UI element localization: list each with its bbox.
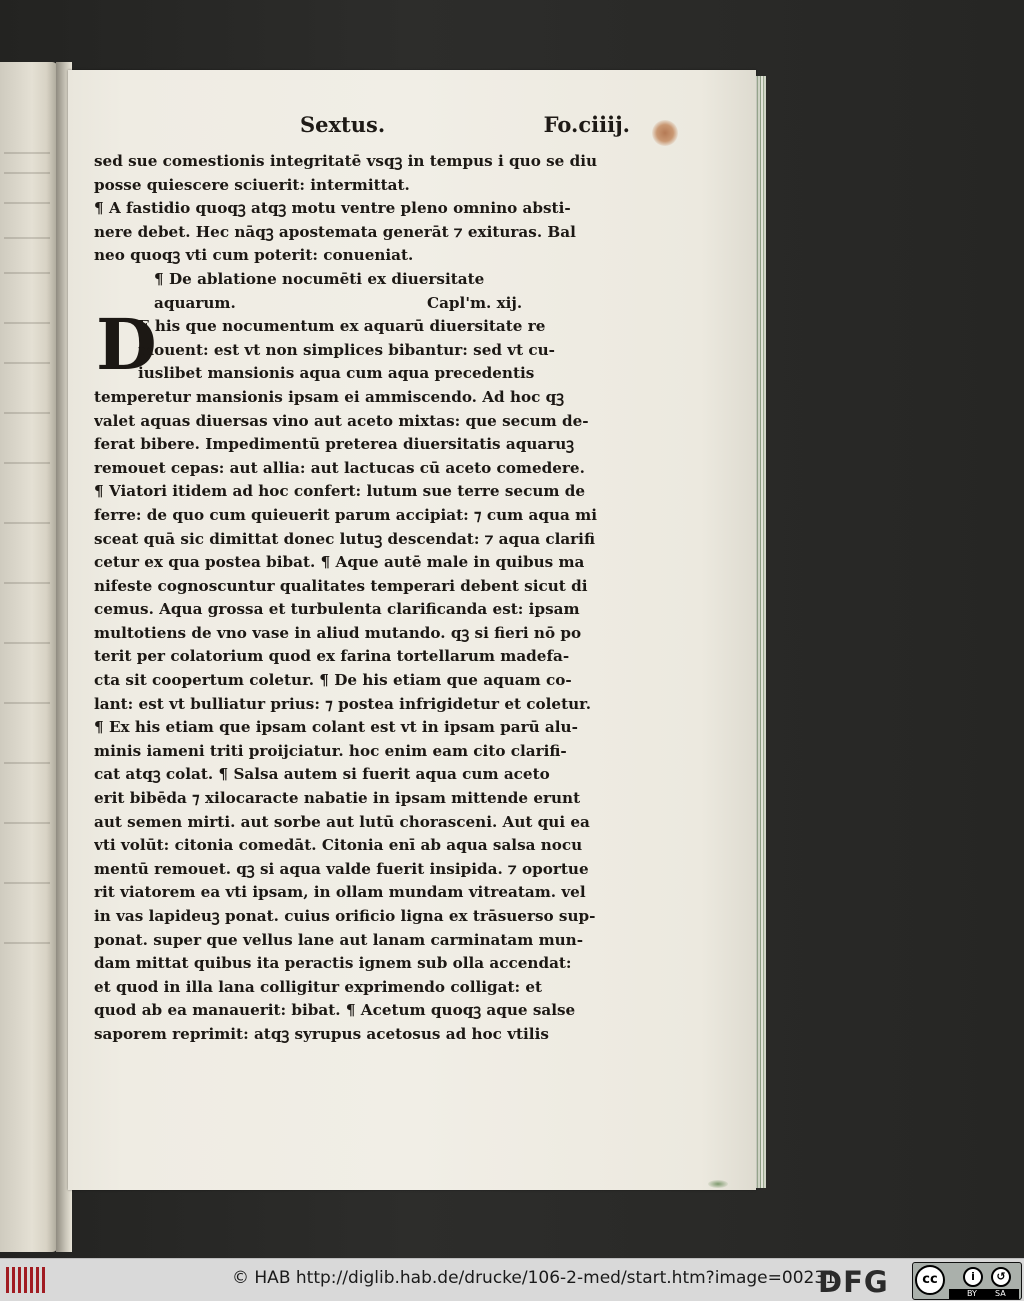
sa-label: SA [995,1289,1006,1298]
text-line: ¶ Viatori itidem ad hoc confert: lutum sue terre secum de [94,482,585,501]
text-line: valet aquas diuersas vino aut aceto mixtas: que secum de- [94,411,589,430]
page-stain-small [708,1180,728,1188]
running-head-title: Sextus. [300,112,386,137]
text-line: multotiens de vno vase in aliud mutando. qꝫ si fieri nō po [94,623,582,642]
text-line: vti volūt: citonia comedāt. Citonia enī ab aqua salsa nocu [94,836,583,855]
text-line: neo quoqꝫ vti cum poterit: conueniat. [94,246,414,265]
text-line: nere debet. Hec nāqꝫ apostemata generāt ⁊ exituras. Bal [94,222,576,241]
copyright-link[interactable]: © HAB http://diglib.hab.de/drucke/106-2-med/start.htm?image=00231 [232,1268,836,1288]
text-line: ferat bibere. Impedimentū preterea diuersitatis aquaruꝫ [94,435,575,454]
text-line: terit per colatorium quod ex farina tortellarum madefa- [94,647,570,666]
by-label: BY [967,1289,977,1298]
text-line: lant: est vt bulliatur prius: ⁊ postea infrigidetur et coletur. [94,694,592,713]
running-head [300,112,630,146]
text-block [94,150,640,1047]
cc-icon: cc [915,1265,945,1295]
text-line: cta sit coopertum coletur. ¶ De his etiam que aquam co- [94,671,572,690]
folio-number: Fo.ciiij. [543,112,630,137]
chapter-heading: ¶ De ablatione nocumēti ex diuersitate [154,269,485,288]
text-line: temperetur mansionis ipsam ei ammiscendo. Ad hoc qꝫ [94,387,565,406]
text-line: nifeste cognoscuntur qualitates temperari debent sicut di [94,576,588,595]
text-line: mouent: est vt non simplices bibantur: sed vt cu- [138,340,555,359]
chapter-number: Capl'm. xij. [427,293,523,312]
text-line: minis iameni triti proijciatur. hoc enim eam cito clarifi- [94,741,567,760]
cc-by-sa-license-badge[interactable] [912,1262,1022,1300]
license-label-bar [949,1289,1019,1299]
text-line: ponat. super que vellus lane aut lanam carminatam mun- [94,930,584,949]
text-line: mentū remouet. qꝫ si aqua valde fuerit insipida. ⁊ oportue [94,859,589,878]
text-line: rit viatorem ea vti ipsam, in ollam mundam vitreatam. vel [94,883,586,902]
text-line: saporem reprimit: atqꝫ syrupus acetosus ad hoc vtilis [94,1024,549,1043]
text-line: remouet cepas: aut allia: aut lactucas cū aceto comedere. [94,458,585,477]
text-line: sed sue comestionis integritatē vsqꝫ in tempus i quo se diu [94,152,598,170]
text-line: sceat quā sic dimittat donec lutuꝫ descendat: ⁊ aqua clarifi [94,529,595,548]
decorated-initial: D [96,303,157,386]
page-stain [652,120,678,146]
text-line: quod ab ea manauerit: bibat. ¶ Acetum quoqꝫ aque salse [94,1001,576,1020]
text-line: iuslibet mansionis aqua cum aqua precedentis [138,364,535,383]
text-line: ¶ Ex his etiam que ipsam colant est vt in ipsam parū alu- [94,718,578,737]
chapter-heading-end: aquarum. [154,293,236,312]
text-line: cat atqꝫ colat. ¶ Salsa autem si fuerit aqua cum aceto [94,765,550,784]
text-line: E his que nocumentum ex aquarū diuersitate re [138,317,546,336]
text-line: aut semen mirti. aut sorbe aut lutū chorasceni. Aut qui ea [94,812,590,831]
viewer-footer [0,1258,1024,1301]
text-line: erit bibēda ⁊ xilocaracte nabatie in ipsam mittende erunt [94,789,581,808]
hab-logo-icon[interactable] [6,1267,50,1293]
text-line: dam mittat quibus ita peractis ignem sub olla accendat: [94,954,572,973]
chapter-heading-line2 [94,292,640,316]
text-line: ¶ A fastidio quoqꝫ atqꝫ motu ventre pleno omnino absti- [94,199,571,218]
text-line: cemus. Aqua grossa et turbulenta clarificanda est: ipsam [94,600,580,619]
text-line: et quod in illa lana colligitur exprimendo colligat: et [94,977,543,996]
attribution-icon: i [963,1267,983,1287]
text-line: ferre: de quo cum quieuerit parum accipiat: ⁊ cum aqua mi [94,505,597,524]
text-line: in vas lapideuꝫ ponat. cuius orificio ligna ex trāsuerso sup- [94,907,596,925]
text-line: posse quiescere sciuerit: intermittat. [94,175,410,194]
share-alike-icon: ↺ [991,1267,1011,1287]
text-line: cetur ex qua postea bibat. ¶ Aque autē male in quibus ma [94,553,585,572]
previous-page-edge [0,62,58,1252]
dfg-logo[interactable]: DFG [818,1265,889,1299]
